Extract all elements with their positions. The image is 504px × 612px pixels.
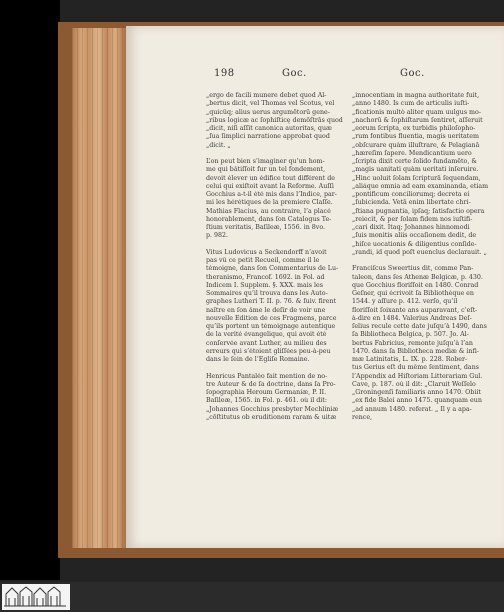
left-text-column bbox=[206, 92, 352, 422]
text-line: erreurs qui s’étoient gliſſées peu-à-peu bbox=[206, 347, 331, 355]
text-line: mæ Latinitatis, L. IX. p. 228. Rober- bbox=[352, 356, 468, 363]
text-line: theranismo, Francof. 1692. in Fol. ad bbox=[206, 273, 325, 281]
text-line: L’on peut bien s’imaginer qu’un hom- bbox=[206, 158, 325, 165]
text-line: Baſileæ, 1565. in Fol. p. 461. où il dit: bbox=[206, 397, 327, 405]
text-line: Vitus Ludovicus a Seckendorff n’avoit bbox=[206, 248, 327, 256]
text-line: tus Gerius eſt du même ſentiment, dans bbox=[352, 364, 479, 372]
text-line: conſervée avant Luther, au milieu des bbox=[206, 339, 327, 347]
text-line: bertus Fabricius, remonte juſqu’à l’an bbox=[352, 339, 473, 347]
text-line: „ſuis monitis aliis occaſionem dedit, de bbox=[352, 232, 477, 240]
text-line bbox=[206, 364, 352, 372]
text-line: „magis uanitati quàm ueritati inſeruire. bbox=[352, 166, 479, 174]
text-line: „obſcurare quàm illuſtrare, & Pelagianā bbox=[352, 141, 480, 149]
text-line bbox=[352, 257, 502, 265]
text-line: „bertus dicit, vel Thomas vel Scotus, vel bbox=[206, 100, 335, 108]
text-line: „innocentiam in magna authoritate fuit, bbox=[352, 92, 480, 99]
text-line: „ribus logicæ ac ſophiſticę demōſtrās quod bbox=[206, 116, 343, 124]
text-line: Indicem I. Supplem. §. XXX. mais les bbox=[206, 281, 323, 289]
text-line: pas vû ce petit Recueil, comme il le bbox=[206, 257, 320, 264]
text-line: „nachorū & ſophiſtarum ſentiret, aſſeruit bbox=[352, 116, 483, 124]
text-line: Geſner, qui écrivoit ſa Bibliothèque en bbox=[352, 290, 474, 297]
text-line: Mathias Flacius, au contraire, l’a placé bbox=[206, 207, 331, 215]
text-line: Sommaires qu’il trouva dans les Auto- bbox=[206, 290, 328, 297]
text-line: „Groningenſi familiaris anno 1470. Obiit bbox=[352, 389, 481, 396]
text-line: graphes Lutheri T. II. p. 76. & ſuiv. firent bbox=[206, 298, 337, 306]
text-line bbox=[206, 241, 352, 249]
text-line: „ſcripta dixit certe ſolido fundamēto, & bbox=[352, 158, 477, 165]
text-line: Gocchius a-t-il été mis dans l’Indice, par- bbox=[206, 191, 337, 198]
text-line: 1544. y aſſure p. 412. verſo, qu’il bbox=[352, 298, 458, 306]
text-line: „reiecit, & per ſolam fidem nos iuſtifi- bbox=[352, 215, 473, 223]
text-line: l’Appendix ad Hiſtoriam Litterariam Gul. bbox=[352, 372, 483, 380]
text-line: „ad annum 1480. referat. „ Il y a apa- bbox=[352, 405, 472, 413]
text-line bbox=[206, 150, 352, 158]
text-line: ſa Bibliotheca Belgica, p. 507. Jo. Al- bbox=[352, 331, 469, 339]
text-line: p. 982. bbox=[206, 232, 229, 240]
text-line: „randi, id quod poſt euenclus declarauit. „ bbox=[352, 248, 487, 256]
running-headword-left: Goc. bbox=[282, 68, 307, 79]
text-line: Cave, p. 187. où il dit: „Claruit Weſſelo bbox=[352, 380, 476, 388]
text-line: rence, bbox=[352, 413, 373, 421]
text-line: Franciſcus Sweertius dit, comme Pan- bbox=[352, 265, 474, 273]
text-line: „cōſtitutus ob eruditionem raram & uitæ bbox=[206, 413, 337, 421]
text-line: témoigne, dans ſon Commentarius de Lu- bbox=[206, 265, 339, 273]
text-line: me qui bâtiſſoit fur un tel fondement, bbox=[206, 166, 326, 174]
text-line: „Johannes Gocchius presbyter Mechliniæ bbox=[206, 405, 339, 413]
text-line: „aliáque omnia ad eam examinanda, etiam bbox=[352, 182, 489, 190]
text-line: celui qui exiſtoit avant la Reforme. Auſſi bbox=[206, 182, 334, 190]
left-dark-margin bbox=[0, 0, 60, 580]
text-line: „ſua ſimplici narratione approbat quod bbox=[206, 133, 330, 141]
text-line: „eorum ſcripta, ex turbidis philoſopho- bbox=[352, 125, 476, 132]
text-line: „pontificum conciliorumq; decreta ei bbox=[352, 191, 470, 198]
page-edges bbox=[72, 28, 126, 548]
text-line: devoit élever un édifice tout différent de bbox=[206, 174, 335, 182]
text-line: „ergo de facili munere debet quod Al- bbox=[206, 92, 327, 99]
text-line: Henricus Pantaléo fait mention de no- bbox=[206, 372, 328, 380]
text-line: „ſubicienda. Vetā enim libertate chri- bbox=[352, 199, 471, 207]
text-line: 1470. dans ſa Bibliotheca mediæ & infi- bbox=[352, 347, 479, 355]
text-line: „anno 1480. Is cum de articulis iuſti- bbox=[352, 100, 470, 108]
running-headword-right: Goc. bbox=[400, 68, 425, 79]
text-line: „ſtiana pugnantia, ipſaq; ſatisfactio opera bbox=[352, 207, 485, 215]
text-line: ſelius recule cette date juſqu’à 1490, dans bbox=[352, 323, 487, 330]
text-line: „ficationis multò aliter quam uulgus mo- bbox=[352, 108, 481, 116]
text-line: ſtium veritatis, Baſileæ, 1556. in 8vo. bbox=[206, 224, 326, 231]
text-line: „cari dixit. Itaq; Johannes hinnomodi bbox=[352, 224, 470, 231]
text-line: ſopographia Heroum Germaniæ, P. II. bbox=[206, 389, 327, 396]
text-line: „dicit, niſi aſſit canonica autoritas, quæ bbox=[206, 125, 332, 132]
text-line: honorablement, dans ſon Catalogus Te- bbox=[206, 215, 332, 223]
text-line: taleon, dans ſes Athenæ Belgicæ, p. 430. bbox=[352, 273, 483, 281]
text-line: naître en ſon âme le deſir de voir une bbox=[206, 306, 326, 314]
text-line: „ex fide Balei anno 1475. quanquam eun bbox=[352, 397, 482, 405]
text-line: „dicit. „ bbox=[206, 141, 231, 149]
text-line: „rum fontibus fluentia, magis ueritatem bbox=[352, 133, 480, 141]
text-line: „Hinc uoluit ſolam ſcripturā ſequendam, bbox=[352, 174, 481, 182]
text-line: „quicüq; alius uerus argumētorū gene- bbox=[206, 108, 330, 116]
text-line: de la verité évangelique, qui avoit été bbox=[206, 331, 327, 339]
text-line: que Gocchius floriſſoit en 1480. Conrad bbox=[352, 281, 479, 289]
text-line: dans le ſein de l’Egliſe Romaine. bbox=[206, 356, 310, 363]
text-line: floriſſoit ſoixante ans auparavant, c’eſt- bbox=[352, 306, 478, 314]
text-line: à-dire en 1484. Valerius Andreas Deſ- bbox=[352, 314, 472, 322]
text-line: „hæreſim ſapere. Mendicantium uero bbox=[352, 149, 472, 157]
text-line: „hiſce uocationis & diligentius conſide- bbox=[352, 240, 477, 248]
text-line: qu’ils portent un témoignage autentique bbox=[206, 323, 336, 330]
library-logo-icon[interactable] bbox=[2, 584, 70, 610]
viewer-footer-bar bbox=[0, 582, 504, 612]
text-line: nouvelle Edition de ces Fragmens, parce bbox=[206, 314, 337, 322]
page-number: 198 bbox=[214, 68, 235, 79]
text-line: tre Auteur & de ſa doctrine, dans ſa Pro- bbox=[206, 380, 336, 388]
right-text-column bbox=[352, 92, 502, 422]
text-line: mi les hérétiques de la premiere Claſſe. bbox=[206, 199, 333, 207]
